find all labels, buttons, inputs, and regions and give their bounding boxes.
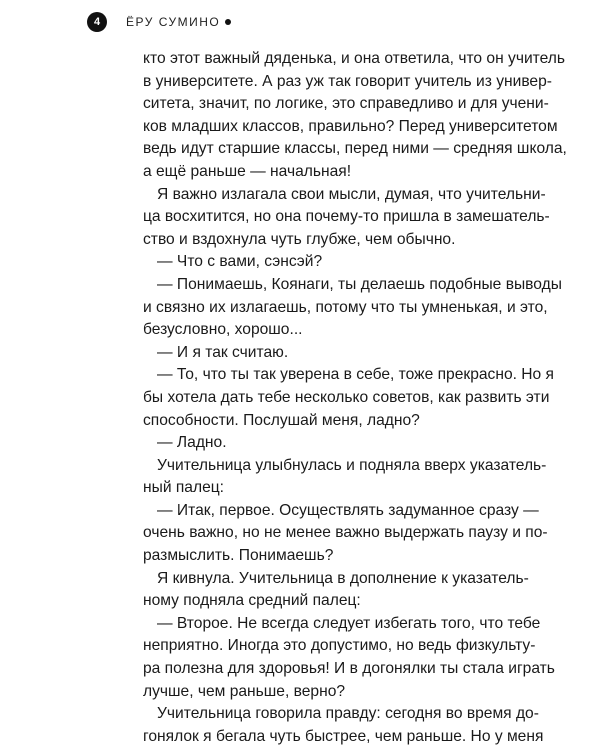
text-line: Учительница говорила правду: сегодня во время до- <box>157 705 539 723</box>
page-number: 4 <box>87 12 107 32</box>
text-line: — Второе. Не всегда следует избегать того, что тебе <box>157 614 541 632</box>
text-line: кто этот важный дяденька, и она ответила, что он учитель <box>143 50 566 67</box>
text-line: бы хотела дать тебе несколько советов, как развить эти <box>143 388 550 406</box>
text-line: гонялок я бегала чуть быстрее, чем раньше. Но у меня <box>143 727 544 745</box>
text-line: безусловно, хорошо... <box>143 321 303 339</box>
text-line: — Итак, первое. Осуществлять задуманное сразу — <box>157 501 539 519</box>
text-line: лучше, чем раньше, верно? <box>143 682 346 700</box>
text-line: и связно их излагаешь, потому что ты умненькая, и это, <box>143 298 548 316</box>
text-line: Учительница улыбнулась и подняла вверх указатель- <box>157 456 547 474</box>
text-line: ство и вздохнула чуть глубже, чем обычно. <box>143 230 456 248</box>
body-text <box>143 48 567 748</box>
text-line: ный палец: <box>143 479 225 497</box>
text-line: в университете. А раз уж так говорит учитель из универ- <box>143 72 552 90</box>
text-line: способности. Послушай меня, ладно? <box>143 411 420 429</box>
text-line: ра полезна для здоровья! И в догонялки ты стала играть <box>143 660 555 678</box>
text-line: — То, что ты так уверена в себе, тоже прекрасно. Но я <box>157 366 554 384</box>
text-line: — Что с вами, сэнсэй? <box>157 253 323 271</box>
text-line: ца восхитится, но она почему-то пришла в замешатель- <box>143 208 550 226</box>
text-line: Я важно излагала свои мысли, думая, что учительни- <box>157 185 546 203</box>
text-line: размыслить. Понимаешь? <box>143 547 334 565</box>
text-line: Я кивнула. Учительница в дополнение к указатель- <box>157 569 529 587</box>
text-line: — Ладно. <box>157 434 227 452</box>
text-line: ков младших классов, правильно? Перед университетом <box>143 117 558 135</box>
text-line: ситета, значит, по логике, это справедливо и для учени- <box>143 95 549 113</box>
page-header <box>87 12 527 34</box>
running-head <box>126 15 231 29</box>
text-line: — И я так считаю. <box>157 343 289 361</box>
running-head-author: ЁРУ СУМИНО <box>126 15 221 29</box>
text-line: ному подняла средний палец: <box>143 592 361 610</box>
text-line: неприятно. Иногда это допустимо, но ведь физкульту- <box>143 637 536 655</box>
text-line: ведь идут старшие классы, перед ними — средняя школа, <box>143 140 567 158</box>
bullet-dot-icon <box>225 19 231 25</box>
text-line: — Понимаешь, Коянаги, ты делаешь подобные выводы <box>157 275 562 293</box>
text-line: а ещё раньше — начальная! <box>143 162 352 180</box>
text-line: очень важно, но не менее важно выдержать паузу и по- <box>143 524 548 542</box>
